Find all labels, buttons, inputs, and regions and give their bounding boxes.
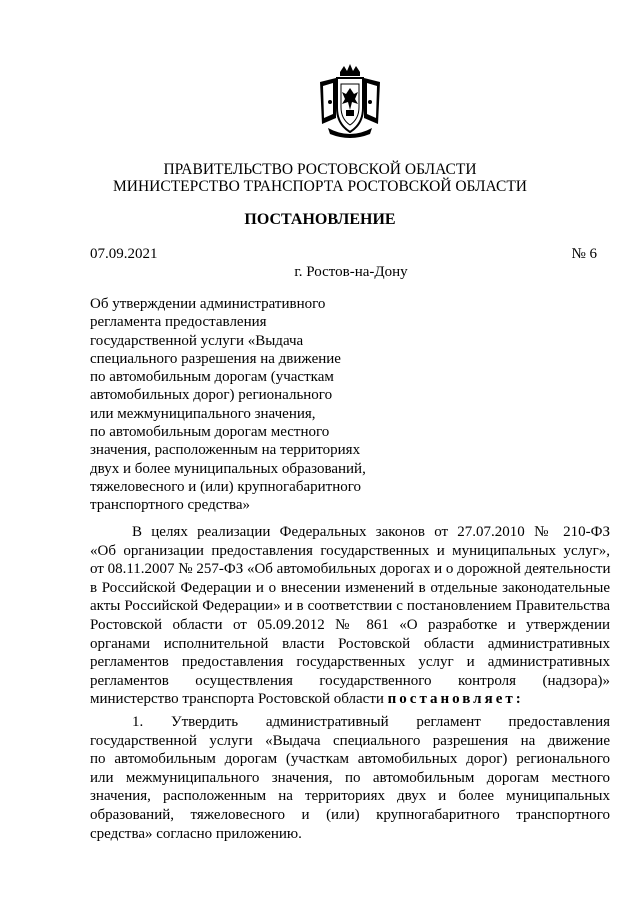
paragraph-line: В целях реализации Федеральных законов от 27.07.2010 № 210-ФЗ <box>132 524 610 540</box>
paragraph-line: акты Российской Федерации» и в соответствии с постановлением Правительства <box>90 598 610 615</box>
document-place: г. Ростов-на-Дону <box>294 264 408 280</box>
resolution-keyword: постановляет: <box>387 691 524 708</box>
paragraph-line: регламентов предоставления государственных услуг и административных <box>90 654 610 671</box>
subject-line: двух и более муниципальных образований, <box>90 460 366 477</box>
resolution-prefix: министерство транспорта Ростовской области <box>90 691 388 708</box>
paragraph-line: по автомобильным дорогам (участкам автомобильных дорог) регионального <box>90 751 610 768</box>
paragraph-line: средства» согласно приложению. <box>90 825 302 842</box>
paragraph-line: Ростовской области от 05.09.2012 № 861 «О разработке и утверждении <box>90 616 610 633</box>
document-number: № 6 <box>571 246 597 262</box>
paragraph-line: «Об организации предоставления государственных и муниципальных услуг», <box>90 542 610 559</box>
ministry-name: МИНИСТЕРСТВО ТРАНСПОРТА РОСТОВСКОЙ ОБЛАСТИ <box>113 178 527 195</box>
government-name: ПРАВИТЕЛЬСТВО РОСТОВСКОЙ ОБЛАСТИ <box>163 161 477 178</box>
document-subject <box>90 295 390 515</box>
subject-line: тяжеловесного и (или) крупногабаритного <box>90 478 361 495</box>
document-date: 07.09.2021 <box>90 246 158 262</box>
subject-line: специального разрешения на движение <box>90 350 341 367</box>
paragraph-line: в Российской Федерации и о внесении изменений в отдельные законодательные <box>90 579 610 596</box>
subject-line: по автомобильным дорогам местного <box>90 424 330 441</box>
document-type-title: ПОСТАНОВЛЕНИЕ <box>244 211 396 228</box>
paragraph-line: государственной услуги «Выдача специального разрешения на движение <box>90 732 610 749</box>
preamble-paragraph <box>90 523 610 709</box>
subject-line: транспортного средства» <box>90 497 251 514</box>
subject-line: по автомобильным дорогам (участкам <box>90 369 334 386</box>
paragraph-line: регламентов осуществления государственного контроля (надзора)» <box>90 672 610 689</box>
rostov-oblast-coat-of-arms-icon <box>310 62 390 142</box>
paragraph-line: от 08.11.2007 № 257-ФЗ «Об автомобильных дорогах и о дорожной деятельности <box>90 561 611 578</box>
paragraph-line <box>90 690 610 709</box>
paragraph-line: значения, расположенным на территориях двух и более муниципальных <box>90 788 610 805</box>
paragraph-line: образований, тяжеловесного и (или) крупногабаритного транспортного <box>90 806 610 823</box>
paragraph-line: органами исполнительной власти Ростовской области административных <box>90 635 610 652</box>
resolution-item-1 <box>90 713 610 843</box>
subject-line: регламента предоставления <box>90 314 267 331</box>
paragraph-line: или межмуниципального значения, по автомобильным дорогам местного <box>90 769 610 786</box>
subject-line: значения, расположенным на территориях <box>90 442 361 459</box>
subject-line: автомобильных дорог) регионального <box>90 387 333 404</box>
subject-line: Об утверждении административного <box>90 296 326 312</box>
paragraph-line: 1. Утвердить административный регламент предоставления <box>132 714 610 730</box>
subject-line: государственной услуги «Выдача <box>90 332 304 349</box>
subject-line: или межмуниципального значения, <box>90 405 316 422</box>
